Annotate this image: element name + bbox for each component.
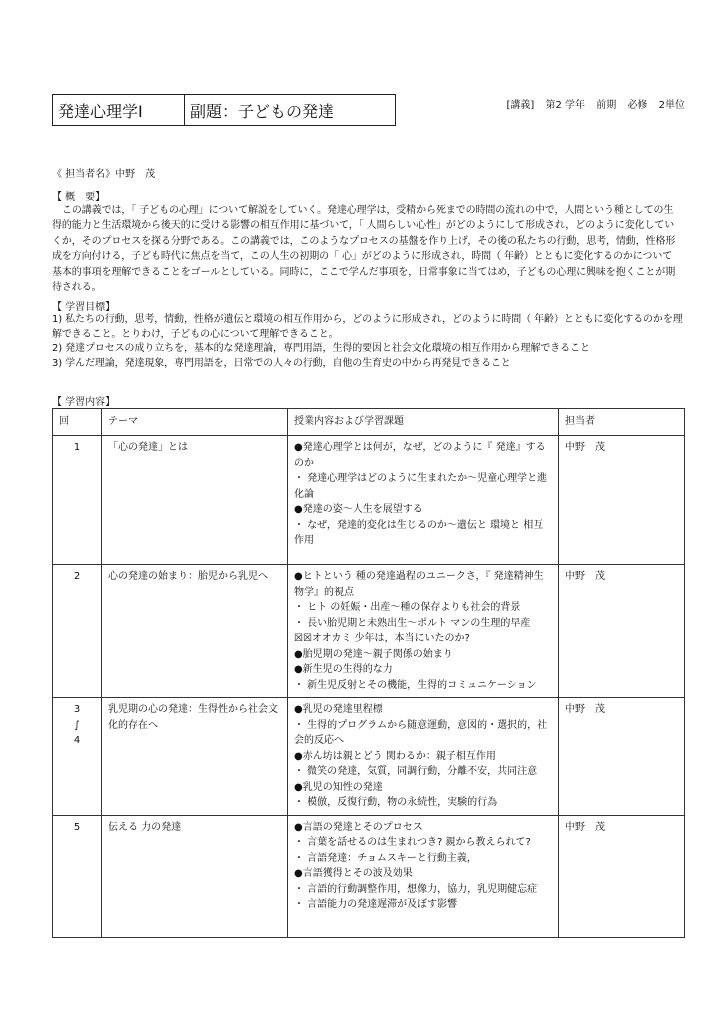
content-item: ・ 言語能力の発達遅滞が及ぼす影響	[294, 899, 458, 910]
content-item: ・ 発達心理学はどのように生まれたか～児童心理学と進化論	[294, 473, 548, 500]
goals-heading: 【 学習目標】	[52, 302, 116, 313]
content-item: ●胎児期の発達～親子関係の始まり	[294, 648, 453, 660]
overview-text: この講義では，「 子どもの心理」について解説をしていく。発達心理学は，受精から死までの時間の流れの中で，人間という種としての生得的能力と生活環境から後天的に受ける影響の相互作用に基づいて，「 人間らしい心性」がどのようにして形成され，どのように変化していくか，そのプロセスを探る分野である。この講義では，このようなプロセスの基盤を作り上げ，その後の私たちの行動，思考，情動，性格形成を方向付ける，子ども時代に焦点を当て，この人生の初期の「 心」がどのように形成され，時間（ 年齢）とともに変化するのかについて基本的事項を理解できることをゴールとしている。同時に，ここで学んだ事項を，日常事象に当てはめ，子どもの心理に興味を抱くことが期待される。	[52, 205, 676, 294]
content-item: ●乳児の発達里程標	[294, 704, 383, 715]
session-number-text: 2	[73, 571, 81, 582]
session-number-text: 1	[73, 442, 81, 453]
content-item: ・ 模倣，反復行動，物の永続性，実験的行為	[294, 797, 498, 808]
table-row	[53, 698, 685, 816]
content-item: ●言語獲得とその波及効果	[294, 868, 413, 879]
session-theme: 心の発達の始まり：胎児から乳児へ	[102, 565, 288, 698]
content-item: ・ 言語発達：チョムスキーと行動主義，	[294, 852, 477, 864]
session-instructor: 中野 茂	[559, 698, 685, 816]
session-instructor: 中野 茂	[559, 815, 685, 937]
session-number-text: 5	[73, 821, 81, 833]
session-number	[53, 815, 102, 937]
content-item: ●発達の姿～人生を展望する	[294, 504, 423, 515]
header-content: 授業内容および学習課題	[288, 409, 559, 436]
session-theme: 乳児期の心の発達：生得性から社会文化的存在へ	[102, 698, 288, 816]
course-subtitle: 副題：子どもの発達	[190, 101, 335, 121]
course-type: [講義]	[506, 100, 535, 111]
session-content	[288, 565, 559, 698]
content-item: ●発達心理学とは何が，なぜ，どのように『 発達』するのか	[294, 442, 546, 469]
header-no: 回	[53, 409, 102, 436]
schedule-table	[52, 408, 685, 938]
session-content	[288, 815, 559, 937]
course-requirement: 必修	[627, 100, 648, 111]
content-item: ●乳児の知性の発達	[294, 781, 383, 793]
goal-item: 3) 学んだ理論，発達現象，専門用語を，日常での人々の行動，自他の生育史の中から再発見できること	[52, 357, 511, 369]
session-number	[53, 436, 102, 565]
session-range-mark: ∫	[74, 719, 80, 731]
content-item: ●新生児の生得的な力	[294, 664, 393, 675]
schedule-heading: 【 学習内容】	[52, 397, 116, 408]
session-number-text: 4	[73, 735, 81, 746]
table-row	[53, 815, 685, 937]
session-number-text: 3	[73, 704, 81, 715]
content-item: ・ 言語的行動調整作用，想像力，協力，乳児期健忘症	[294, 883, 538, 895]
course-year: 第2 学年	[545, 100, 586, 111]
session-instructor: 中野 茂	[559, 436, 685, 565]
table-row	[53, 565, 685, 698]
goal-item: 1) 私たちの行動，思考，情動，性格が遺伝と環境の相互作用から，どのように形成され，どのように時間（ 年齢）とともに変化するのかを理解できること。とりわけ，子どもの心について理解できること。	[52, 314, 683, 340]
course-term: 前期	[596, 100, 617, 111]
session-theme: 「心の発達」とは	[102, 436, 288, 565]
course-title-box	[52, 94, 396, 126]
content-item: ●ヒトという 種の発達過程のユニークさ，『 発達精神生物学』的視点	[294, 571, 544, 598]
goal-item: 2) 発達プロセスの成り立ちを，基本的な発達理論，専門用語，生得的要因と社会文化環境の相互作用から理解できること	[52, 343, 590, 354]
content-item: ・ ヒト の妊娠・出産～種の保存よりも社会的背景	[294, 602, 521, 613]
content-item: ・ 生得的プログラムから随意運動，意図的・選択的，社会的反応へ	[294, 719, 548, 746]
session-theme: 伝える 力の発達	[102, 815, 288, 937]
session-number	[53, 698, 102, 816]
overview-heading: 【 概 要】	[52, 192, 106, 203]
header-theme: テーマ	[102, 409, 288, 436]
content-item: ・ 言葉を話せるのは生まれつき? 親から教えられて?	[294, 837, 531, 848]
course-credits: 2単位	[658, 100, 685, 111]
content-item: ・ 新生児反射とその機能，生得的コミュニケーション	[294, 679, 537, 691]
session-number	[53, 565, 102, 698]
content-item: ●赤ん坊は親とどう 関わるか：親子相互作用	[294, 750, 496, 762]
course-title: 発達心理学Ⅰ	[53, 95, 185, 125]
content-item: ☒☒オオカミ 少年は，本当にいたのか?	[294, 633, 470, 644]
content-item: ・ なぜ，発達的変化は生じるのか～遺伝と 環境と 相互作用	[294, 519, 544, 546]
session-content	[288, 698, 559, 816]
content-item: ●言語の発達とそのプロセス	[294, 821, 423, 833]
table-header-row	[53, 409, 685, 436]
content-item: ・ 長い胎児期と未熟出生～ポルト マンの生理的早産	[294, 617, 531, 629]
session-content	[288, 436, 559, 565]
header-instructor: 担当者	[559, 409, 685, 436]
instructor-name: 《 担当者名》中野 茂	[52, 169, 156, 180]
course-meta	[499, 96, 685, 111]
table-row	[53, 436, 685, 565]
goals-list	[52, 313, 684, 371]
session-instructor: 中野 茂	[559, 565, 685, 698]
content-item: ・ 微笑の発達，気質，同調行動，分離不安，共同注意	[294, 766, 538, 777]
